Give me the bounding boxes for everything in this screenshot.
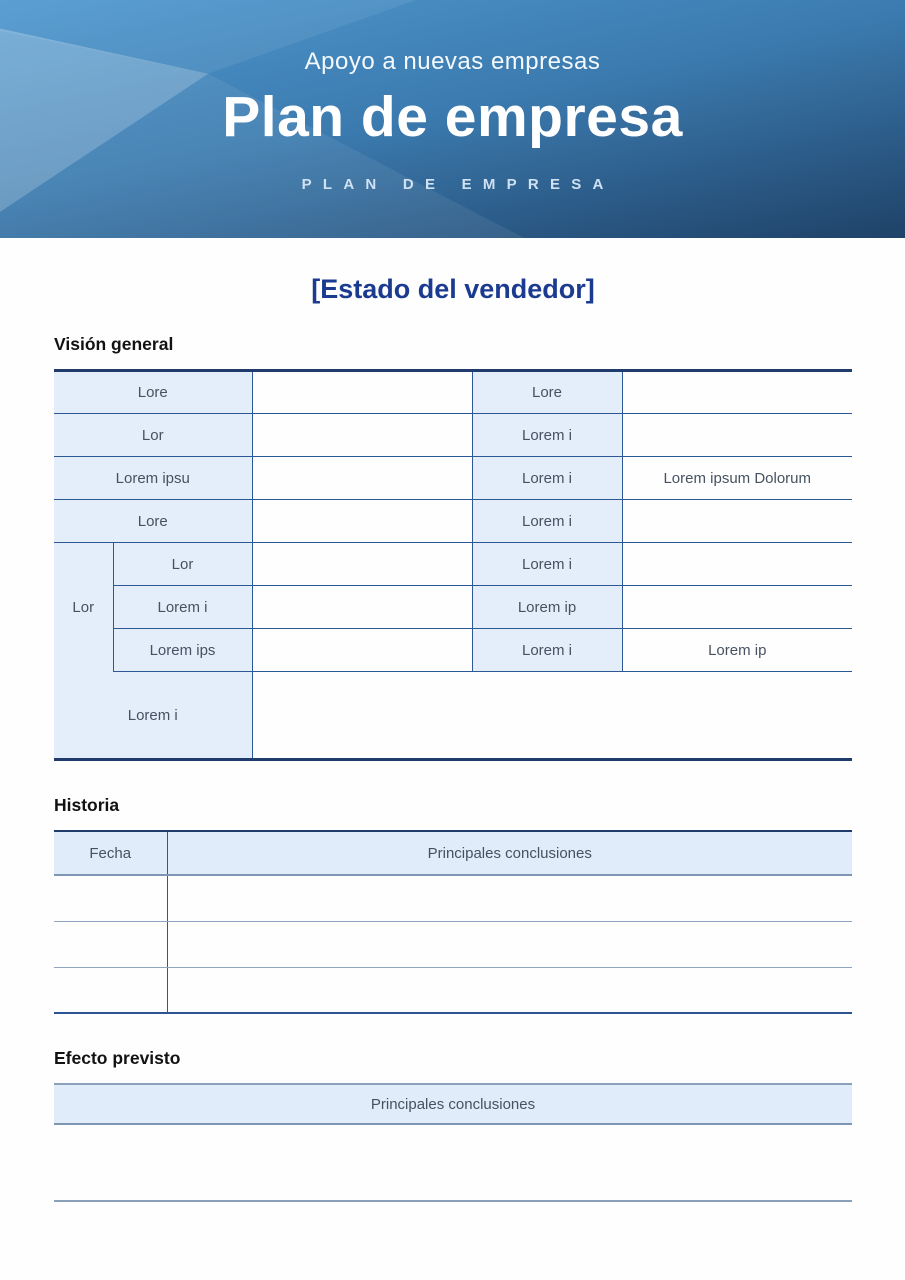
- overview-value-cell[interactable]: [622, 500, 852, 543]
- table-row: [54, 629, 852, 672]
- section-heading-history: Historia: [54, 795, 120, 815]
- banner-title: Plan de empresa: [222, 85, 683, 149]
- overview-label-cell: Lore: [54, 371, 252, 414]
- table-row: [54, 831, 852, 875]
- overview-label-cell: Lorem i: [472, 500, 622, 543]
- overview-value-cell[interactable]: Lorem ipsum Dolorum: [622, 457, 852, 500]
- overview-footer-value-cell[interactable]: [252, 672, 852, 760]
- effect-value-cell[interactable]: [54, 1124, 852, 1201]
- overview-table: [54, 369, 852, 761]
- document-content: [54, 274, 852, 1202]
- overview-value-cell[interactable]: [622, 414, 852, 457]
- overview-value-cell[interactable]: [622, 543, 852, 586]
- banner-tagline: PLAN DE EMPRESA: [301, 176, 615, 193]
- table-row: [54, 967, 852, 1013]
- overview-value-cell[interactable]: [622, 586, 852, 629]
- history-date-cell[interactable]: [54, 967, 167, 1013]
- overview-value-cell[interactable]: Lorem ip: [622, 629, 852, 672]
- overview-value-cell[interactable]: [252, 543, 472, 586]
- overview-label-cell: Lorem i: [472, 629, 622, 672]
- history-conclusions-cell[interactable]: [167, 875, 852, 921]
- overview-label-cell: Lorem i: [472, 457, 622, 500]
- history-date-header-cell: Fecha: [54, 831, 167, 875]
- overview-label-cell: Lorem i: [472, 543, 622, 586]
- overview-label-cell: Lore: [472, 371, 622, 414]
- page-title: [Estado del vendedor]: [311, 274, 595, 304]
- overview-label-cell: Lorem ipsu: [54, 457, 252, 500]
- table-row: [54, 586, 852, 629]
- table-row: [54, 457, 852, 500]
- section-heading-effect: Efecto previsto: [54, 1048, 181, 1068]
- history-date-cell[interactable]: [54, 921, 167, 967]
- overview-value-cell[interactable]: [252, 457, 472, 500]
- cover-banner: [0, 0, 905, 238]
- overview-group-label-cell: Lor: [54, 543, 113, 672]
- table-row: [54, 1084, 852, 1124]
- table-row: [54, 1124, 852, 1201]
- history-date-cell[interactable]: [54, 875, 167, 921]
- overview-label-cell: Lore: [54, 500, 252, 543]
- overview-value-cell[interactable]: [252, 629, 472, 672]
- table-row: [54, 921, 852, 967]
- table-row: [54, 543, 852, 586]
- banner-eyebrow: Apoyo a nuevas empresas: [304, 48, 601, 75]
- overview-value-cell[interactable]: [252, 414, 472, 457]
- table-row: [54, 875, 852, 921]
- overview-value-cell[interactable]: [252, 371, 472, 414]
- table-row: [54, 414, 852, 457]
- overview-label-cell: Lorem i: [472, 414, 622, 457]
- overview-sublabel-cell: Lorem i: [113, 586, 252, 629]
- overview-value-cell[interactable]: [252, 500, 472, 543]
- overview-sublabel-cell: Lor: [113, 543, 252, 586]
- effect-table: [54, 1083, 852, 1202]
- overview-footer-label-cell: Lorem i: [54, 672, 252, 760]
- history-table: [54, 830, 852, 1014]
- overview-value-cell[interactable]: [252, 586, 472, 629]
- overview-value-cell[interactable]: [622, 371, 852, 414]
- table-row: [54, 672, 852, 760]
- history-conclusions-header-cell: Principales conclusiones: [167, 831, 852, 875]
- table-row: [54, 500, 852, 543]
- history-conclusions-cell[interactable]: [167, 967, 852, 1013]
- overview-label-cell: Lor: [54, 414, 252, 457]
- table-row: [54, 371, 852, 414]
- section-heading-overview: Visión general: [54, 334, 174, 354]
- effect-header-cell: Principales conclusiones: [54, 1084, 852, 1124]
- history-conclusions-cell[interactable]: [167, 921, 852, 967]
- overview-label-cell: Lorem ip: [472, 586, 622, 629]
- overview-sublabel-cell: Lorem ips: [113, 629, 252, 672]
